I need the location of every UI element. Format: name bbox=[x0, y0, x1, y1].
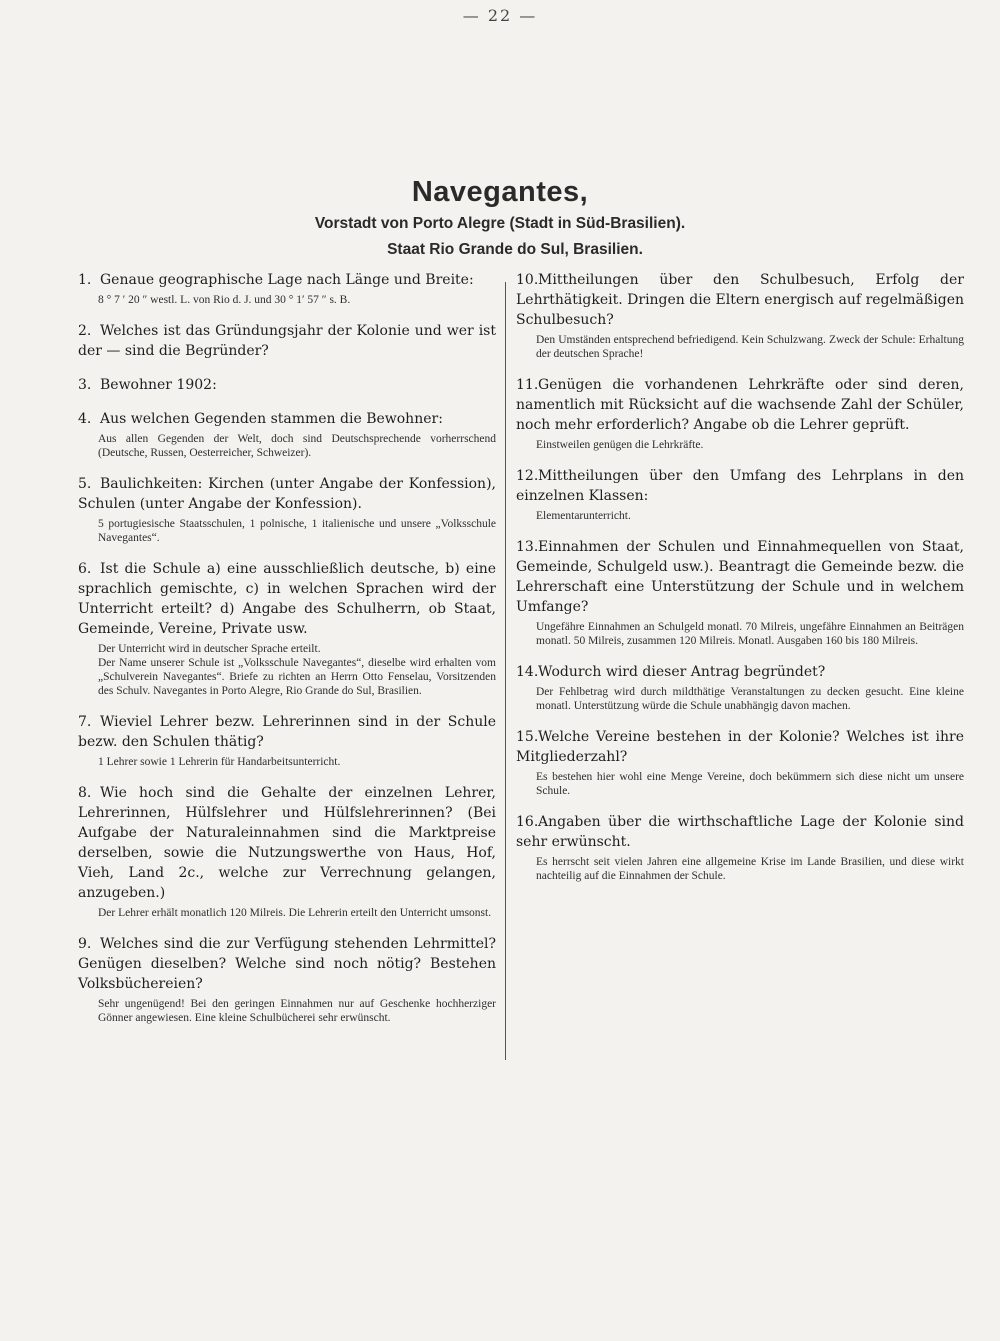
column-divider bbox=[505, 282, 506, 1060]
question-text: Aus welchen Gegenden stammen die Bewohner: bbox=[100, 411, 443, 427]
header bbox=[0, 176, 1000, 259]
answer bbox=[78, 906, 496, 920]
question bbox=[516, 727, 964, 767]
questionnaire-item bbox=[78, 934, 496, 1025]
page-subtitle-location: Staat Rio Grande do Sul, Brasilien. bbox=[387, 241, 643, 258]
page-number: — 22 — bbox=[462, 6, 538, 25]
answer-text: Ungefähre Einnahmen an Schulgeld monatl. 70 Milreis, ungefähre Einnahmen an Beiträgen monatl. 50 Milreis, zusammen 120 Milreis. Monatl. Ausgaben 160 bis 180 Milreis. bbox=[536, 621, 964, 647]
answer bbox=[516, 855, 964, 883]
question-text: Genügen die vorhandenen Lehrkräfte oder sind deren, namentlich mit Rücksicht auf die wachsende Zahl der Schüler, noch mehr erforderlich? Angabe ob die Lehrer geprüft. bbox=[516, 377, 964, 433]
question bbox=[78, 474, 496, 514]
question-text: Wie hoch sind die Gehalte der einzelnen Lehrer, Lehrerinnen, Hülfslehrer und Hülfslehrerinnen? (Bei Aufgabe der Naturaleinnahmen sind die Marktpreise derselben, sowie die Nutzungswerthe von Haus, Hof, Vieh, Land 2c., welche zur Verrechnung gelangen, anzugeben.) bbox=[78, 785, 496, 901]
question-number: 3. bbox=[78, 377, 92, 393]
questionnaire-item bbox=[516, 466, 964, 523]
questionnaire-item bbox=[78, 321, 496, 361]
answer bbox=[78, 432, 496, 460]
question-text: Genaue geographische Lage nach Länge und Breite: bbox=[100, 272, 474, 288]
questionnaire-item bbox=[78, 375, 496, 395]
answer bbox=[78, 517, 496, 545]
questionnaire-item bbox=[78, 409, 496, 460]
question-number: 2. bbox=[78, 323, 92, 339]
question-text: Angaben über die wirthschaftliche Lage der Kolonie sind sehr erwünscht. bbox=[516, 814, 964, 850]
question-text: Mittheilungen über den Schulbesuch, Erfolg der Lehrthätigkeit. Dringen die Eltern energisch auf regelmäßigen Schulbesuch? bbox=[516, 272, 964, 328]
questionnaire-item bbox=[78, 712, 496, 769]
question bbox=[78, 270, 496, 290]
right-column bbox=[516, 270, 964, 897]
question bbox=[78, 375, 496, 395]
answer-text: 8 ° 7 ′ 20 ″ westl. L. von Rio d. J. und 30 ° 1′ 57 ″ s. B. bbox=[98, 294, 351, 306]
question-number: 14. bbox=[516, 664, 539, 680]
question bbox=[78, 934, 496, 994]
question-text: Welche Vereine bestehen in der Kolonie? Welches ist ihre Mitgliederzahl? bbox=[516, 729, 964, 765]
answer bbox=[78, 997, 496, 1025]
questionnaire-item bbox=[516, 270, 964, 361]
question bbox=[516, 537, 964, 617]
question-text: Mittheilungen über den Umfang des Lehrplans in den einzelnen Klassen: bbox=[516, 468, 964, 504]
answer-text: Es bestehen hier wohl eine Menge Vereine, doch bekümmern sich diese nicht um unsere Schule. bbox=[536, 771, 964, 797]
questionnaire-item bbox=[516, 662, 964, 713]
answer bbox=[78, 755, 496, 769]
answer bbox=[78, 293, 496, 307]
question-text: Bewohner 1902: bbox=[100, 377, 217, 393]
answer-text: Der Lehrer erhält monatlich 120 Milreis. Die Lehrerin erteilt den Unterricht umsonst. bbox=[98, 907, 492, 919]
question-text: Wieviel Lehrer bezw. Lehrerinnen sind in der Schule bezw. den Schulen thätig? bbox=[78, 714, 496, 750]
answer bbox=[78, 642, 496, 698]
question-number: 5. bbox=[78, 476, 92, 492]
question-number: 13. bbox=[516, 539, 539, 555]
question-text: Einnahmen der Schulen und Einnahmequellen von Staat, Gemeinde, Schulgeld usw.). Beantragt die Gemeinde bezw. die Lehrerschaft eine Unterstützung der Schule und in welchem Umfange? bbox=[516, 539, 964, 615]
question-number: 1. bbox=[78, 272, 92, 288]
left-column bbox=[78, 270, 496, 1039]
question-text: Welches ist das Gründungsjahr der Kolonie und wer ist der — sind die Begründer? bbox=[78, 323, 496, 359]
questionnaire-item bbox=[516, 812, 964, 883]
answer bbox=[516, 509, 964, 523]
answer-text: Sehr ungenügend! Bei den geringen Einnahmen nur auf Geschenke hochherziger Gönner angewiesen. Eine kleine Schulbücherei sehr erwünscht. bbox=[98, 998, 496, 1024]
page-subtitle: Vorstadt von Porto Alegre (Stadt in Süd-Brasilien). bbox=[314, 215, 686, 232]
answer bbox=[516, 333, 964, 361]
answer-text: Elementarunterricht. bbox=[536, 510, 631, 522]
answer bbox=[516, 770, 964, 798]
question bbox=[78, 409, 496, 429]
question-text: Wodurch wird dieser Antrag begründet? bbox=[538, 664, 826, 680]
answer-text: 1 Lehrer sowie 1 Lehrerin für Handarbeitsunterricht. bbox=[98, 756, 341, 768]
question bbox=[78, 712, 496, 752]
questionnaire-item bbox=[516, 375, 964, 452]
question-number: 7. bbox=[78, 714, 92, 730]
answer-text: Es herrscht seit vielen Jahren eine allgemeine Krise im Lande Brasilien, und diese wirkt nachteilig auf die Einnahmen der Schule. bbox=[536, 856, 964, 882]
question bbox=[78, 559, 496, 639]
question bbox=[516, 812, 964, 852]
page-title: Navegantes, bbox=[411, 176, 589, 208]
question-text: Baulichkeiten: Kirchen (unter Angabe der Konfession), Schulen (unter Angabe der Konfession). bbox=[78, 476, 496, 512]
questionnaire-item bbox=[78, 559, 496, 698]
question bbox=[516, 270, 964, 330]
question-number: 10. bbox=[516, 272, 539, 288]
question bbox=[78, 783, 496, 903]
question-number: 12. bbox=[516, 468, 539, 484]
answer-text: Der Fehlbetrag wird durch mildthätige Veranstaltungen zu decken gesucht. Eine kleine monatl. Unterstützung würde die Schule unabhängig davon machen. bbox=[536, 686, 964, 712]
questionnaire-item bbox=[516, 537, 964, 648]
answer-text: Einstweilen genügen die Lehrkräfte. bbox=[536, 439, 704, 451]
question bbox=[516, 662, 964, 682]
question-text: Ist die Schule a) eine ausschließlich deutsche, b) eine sprachlich gemischte, c) in welchen Sprachen wird der Unterricht erteilt? d) Angabe des Schulherrn, ob Staat, Gemeinde, Vereine, Private usw. bbox=[78, 561, 496, 637]
answer bbox=[516, 685, 964, 713]
questionnaire-item bbox=[78, 474, 496, 545]
answer-text: Den Umständen entsprechend befriedigend. Kein Schulzwang. Zweck der Schule: Erhaltung der deutschen Sprache! bbox=[536, 334, 964, 360]
question-number: 6. bbox=[78, 561, 92, 577]
question bbox=[516, 375, 964, 435]
question-number: 16. bbox=[516, 814, 539, 830]
question-number: 4. bbox=[78, 411, 92, 427]
question-number: 8. bbox=[78, 785, 92, 801]
question-text: Welches sind die zur Verfügung stehenden Lehrmittel? Genügen dieselben? Welche sind noch nötig? Bestehen Volksbüchereien? bbox=[78, 936, 496, 992]
answer-text: Der Name unserer Schule ist „Volksschule Navegantes“, dieselbe wird erhalten vom „Schulverein Navegantes“. Briefe zu richten an Herrn Otto Fenselau, Vorsitzenden des Schulv. Navegantes in Porto Alegre, Rio Grande do Sul, Brasilien. bbox=[98, 657, 496, 697]
question-number: 15. bbox=[516, 729, 539, 745]
question-number: 9. bbox=[78, 936, 92, 952]
questionnaire-item bbox=[516, 727, 964, 798]
questionnaire-item bbox=[78, 270, 496, 307]
answer-text: 5 portugiesische Staatsschulen, 1 polnische, 1 italienische und unsere „Volksschule Navegantes“. bbox=[98, 518, 496, 544]
question bbox=[78, 321, 496, 361]
answer bbox=[516, 438, 964, 452]
questionnaire-item bbox=[78, 783, 496, 920]
answer-text: Aus allen Gegenden der Welt, doch sind Deutschsprechende vorherrschend (Deutsche, Russen, Oesterreicher, Schweizer). bbox=[98, 433, 496, 459]
answer-text: Der Unterricht wird in deutscher Sprache erteilt. bbox=[98, 643, 321, 655]
answer bbox=[516, 620, 964, 648]
question bbox=[516, 466, 964, 506]
question-number: 11. bbox=[516, 377, 539, 393]
